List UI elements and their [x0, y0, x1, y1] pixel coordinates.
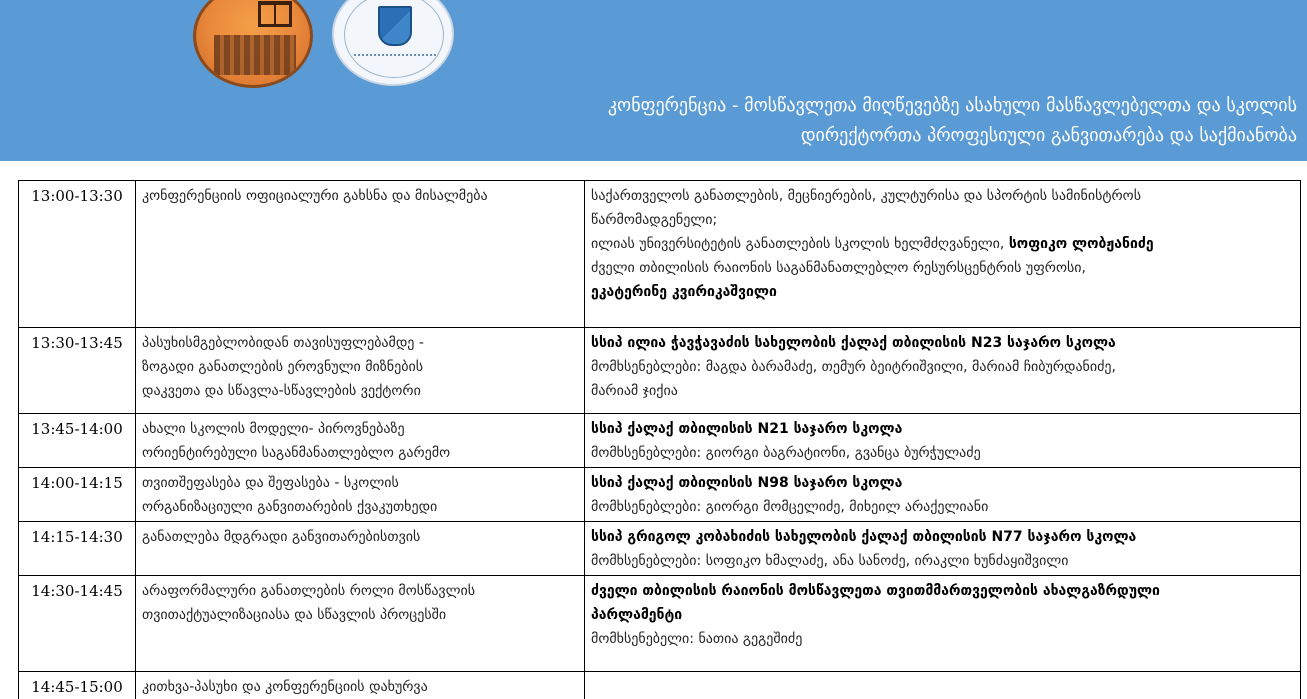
ministry-seal-icon: [332, 0, 454, 86]
table-row: [19, 181, 1301, 328]
topic-line: განათლება მდგრადი განვითარებისთვის: [142, 529, 421, 545]
topic-cell: [136, 522, 585, 576]
time-cell: 14:30-14:45: [19, 576, 136, 672]
school-name: პარლამენტი: [591, 607, 683, 623]
detail-cell: [585, 181, 1301, 328]
detail-cell: [585, 328, 1301, 414]
time-cell: 13:00-13:30: [19, 181, 136, 328]
conference-title-line-2: დირექტორთა პროფესიული განვითარება და საქმიანობა: [800, 125, 1297, 146]
table-row: [19, 328, 1301, 414]
detail-line: საქართველოს განათლების, მეცნიერების, კულტურისა და სპორტის სამინისტროს: [591, 188, 1142, 204]
topic-line: ახალი სკოლის მოდელი- პიროვნებაზე: [142, 421, 405, 437]
school-name: ძველი თბილისის რაიონის მოსწავლეთა თვითმმართველობის ახალგაზრდული: [591, 583, 1160, 599]
topic-cell: [136, 672, 585, 699]
header-banner: [0, 0, 1307, 161]
speakers-line: მომხსენებელი: ნათია გეგეშიძე: [591, 631, 803, 647]
book-icon: [258, 1, 292, 27]
building-graphic: [214, 35, 296, 75]
topic-line: დაკვეთა და სწავლა-სწავლების ვექტორი: [142, 383, 421, 399]
school-name: სსიპ გრიგოლ კობახიძის სახელობის ქალაქ თბილისის N77 საჯარო სკოლა: [591, 529, 1137, 545]
topic-cell: [136, 576, 585, 672]
speaker-name: ეკატერინე კვირიკაშვილი: [591, 284, 777, 300]
time-cell: 13:30-13:45: [19, 328, 136, 414]
agenda-table: [18, 180, 1301, 699]
speakers-line: მომხსენებლები: გიორგი ბაგრატიონი, გვანცა ბურჭულაძე: [591, 445, 981, 461]
detail-line: [591, 232, 1294, 256]
conference-title-line-1: კონფერენცია - მოსწავლეთა მიღწევებზე ასახული მასწავლებელთა და სკოლის: [607, 95, 1297, 116]
topic-line: ორიენტირებული საგანმანათლებლო გარემო: [142, 445, 451, 461]
time-cell: 14:45-15:00: [19, 672, 136, 699]
detail-text: ილიას უნივერსიტეტის განათლების სკოლის ხელმძღვანელი,: [591, 236, 1009, 252]
detail-line: წარმომადგენელი;: [591, 212, 718, 228]
conference-title: [417, 91, 1297, 151]
university-logo-icon: [193, 0, 313, 88]
topic-line: კითხვა-პასუხი და კონფერენციის დახურვა: [142, 679, 428, 695]
table-row: [19, 522, 1301, 576]
detail-cell: [585, 672, 1301, 699]
detail-line: ძველი თბილისის რაიონის საგანმანათლებლო რესურსცენტრის უფროსი,: [591, 260, 1086, 276]
topic-line: ზოგადი განათლების ეროვნული მიზნების: [142, 359, 424, 375]
table-row: [19, 672, 1301, 699]
speaker-name: სოფიკო ლობჟანიძე: [1008, 236, 1154, 252]
seal-motto: [354, 54, 436, 60]
detail-cell: [585, 576, 1301, 672]
speakers-line: მარიამ ჯიქია: [591, 383, 678, 399]
topic-line: არაფორმალური განათლების როლი მოსწავლის: [142, 583, 476, 599]
topic-cell: [136, 468, 585, 522]
speakers-line: მომხსენებლები: სოფიკო ხმალაძე, ანა სანოძე, ირაკლი ხუნძაყიშვილი: [591, 553, 1069, 569]
topic-line: ორგანიზაციული განვითარების ქვაკუთხედი: [142, 499, 438, 515]
topic-cell: [136, 328, 585, 414]
time-cell: 14:15-14:30: [19, 522, 136, 576]
school-name: სსიპ ილია ჭავჭავაძის სახელობის ქალაქ თბილისის N23 საჯარო სკოლა: [591, 335, 1116, 351]
topic-line: კონფერენციის ოფიციალური გახსნა და მისალმება: [142, 188, 488, 204]
shield-icon: [378, 6, 412, 46]
school-name: სსიპ ქალაქ თბილისის N98 საჯარო სკოლა: [591, 475, 903, 491]
topic-cell: [136, 414, 585, 468]
detail-cell: [585, 522, 1301, 576]
detail-cell: [585, 414, 1301, 468]
speakers-line: მომხსენებლები: გიორგი მომცელიძე, მიხეილ არაქელიანი: [591, 499, 989, 515]
table-row: [19, 468, 1301, 522]
school-name: სსიპ ქალაქ თბილისის N21 საჯარო სკოლა: [591, 421, 903, 437]
topic-line: პასუხისმგებლობიდან თავისუფლებამდე -: [142, 335, 424, 351]
topic-cell: [136, 181, 585, 328]
time-cell: 14:00-14:15: [19, 468, 136, 522]
topic-line: თვითშეფასება და შეფასება - სკოლის: [142, 475, 399, 491]
speakers-line: მომხსენებლები: მაგდა ბარამაძე, თემურ ბეიტრიშვილი, მარიამ ჩიბურდანიძე,: [591, 359, 1116, 375]
table-row: [19, 576, 1301, 672]
table-row: [19, 414, 1301, 468]
time-cell: 13:45-14:00: [19, 414, 136, 468]
detail-cell: [585, 468, 1301, 522]
topic-line: თვითაქტუალიზაციასა და სწავლის პროცესში: [142, 607, 447, 623]
